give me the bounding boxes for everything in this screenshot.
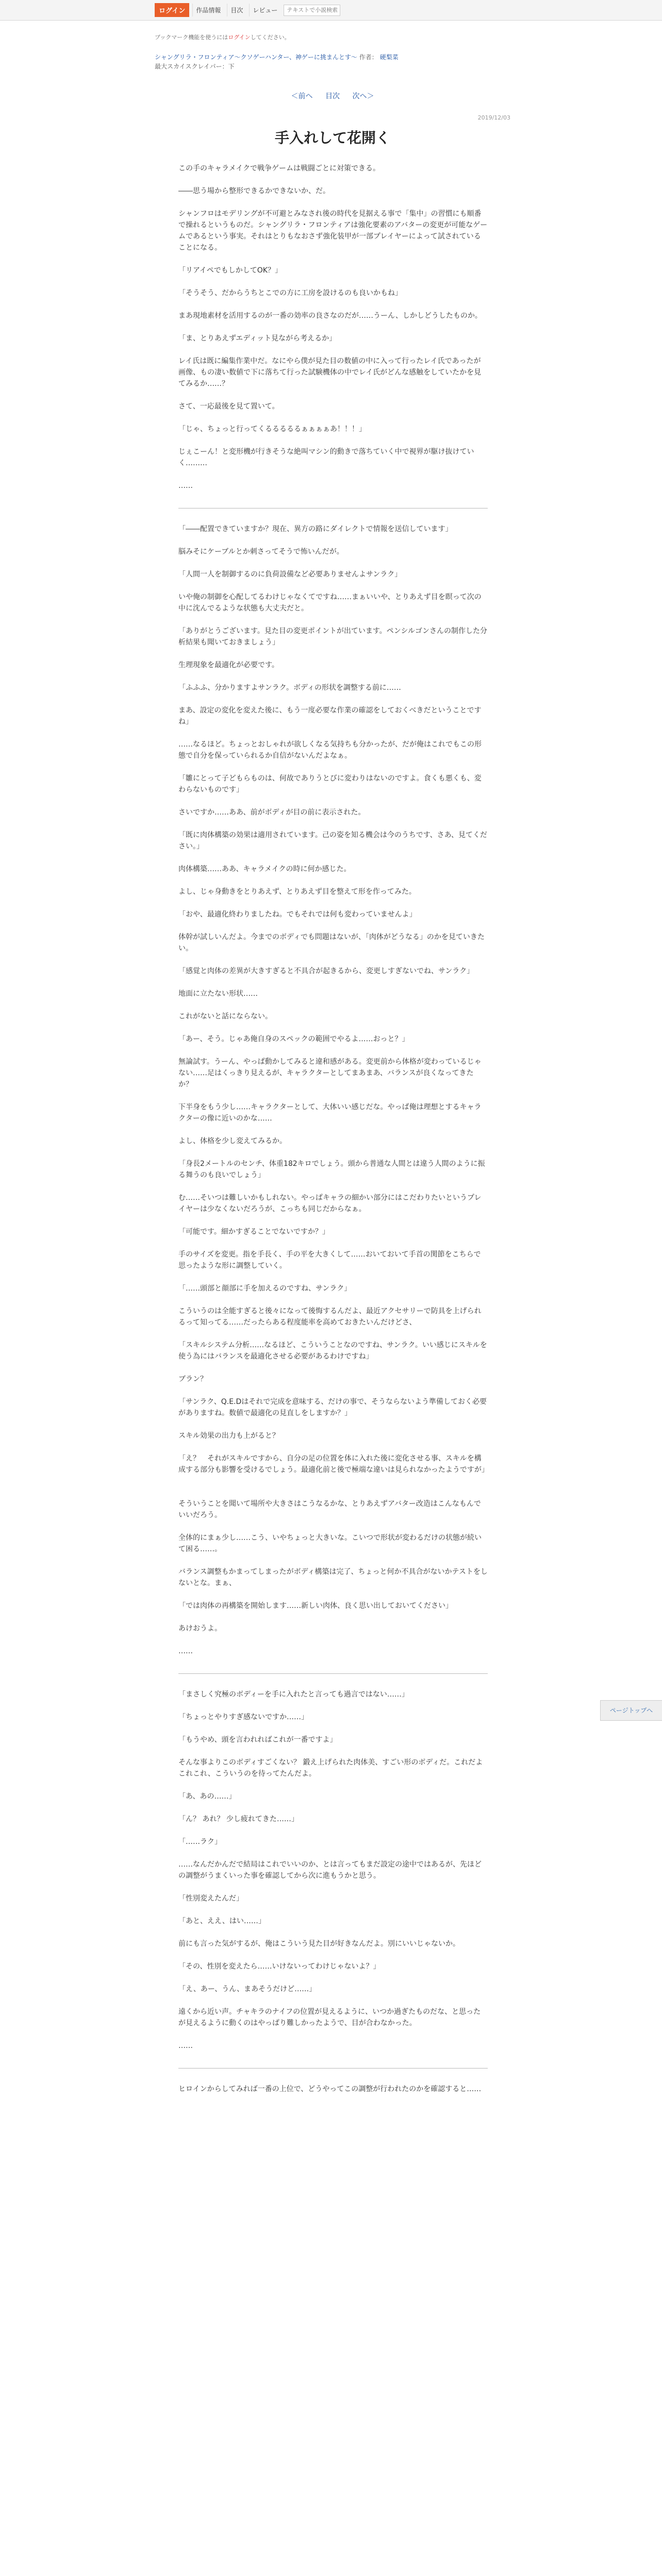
body-paragraph: …… bbox=[178, 2042, 193, 2050]
body-paragraph: こういうのは全能すぎると後々になって後悔するんだよ、最近アクセサリーで防具を上げられるって知ってる……だったらある程度能率を高めておきたいんだけどさ、 bbox=[178, 1307, 482, 1327]
body-paragraph: 肉体構築……ああ、キャラメイクの時に何か感じた。 bbox=[178, 865, 351, 873]
notice-suffix: してください。 bbox=[250, 34, 290, 41]
body-paragraph: 「ちょっとやりすぎ感ないですか……」 bbox=[178, 1713, 308, 1721]
body-paragraph: まあ、設定の変化を変えた後に、もう一度必要な作業の確認をしておくべきだということですね」 bbox=[178, 706, 482, 726]
chapter-title: 最大スカイスクレイパー：下 bbox=[155, 63, 235, 70]
body-paragraph: 「え、あー、うん、まあそうだけど……」 bbox=[178, 1985, 317, 1993]
body-paragraph: いや俺の制御を心配してるわけじゃなくてですね……まぁいいや、とりあえず目を瞑って次の中に沈んでるような状態も大丈夫だと。 bbox=[178, 593, 482, 613]
chapter-pager bbox=[155, 91, 510, 101]
body-paragraph: 「では肉体の再構築を開始します……新しい肉体、良く思い出しておいてください」 bbox=[178, 1602, 453, 1610]
body-paragraph: 「リアイペでもしかしてOK？」 bbox=[178, 266, 282, 275]
notice-prefix: ブックマーク機能を使うには bbox=[155, 34, 228, 41]
body-paragraph: バランス調整もかまってしまったがボディ構築は完了、ちょっと何か不具合がないかテストをしないとな。まぁ、 bbox=[178, 1568, 488, 1587]
body-paragraph: これがないと話にならない。 bbox=[178, 1012, 272, 1021]
body-paragraph: 「そうそう、だからうちとこでの方に工房を設けるのも良いかもね」 bbox=[178, 289, 402, 297]
body-paragraph: 「――配置できていますか？現在、異方の路にダイレクトで情報を送信しています」 bbox=[178, 525, 453, 533]
series-title-link[interactable]: シャングリラ・フロンティア〜クソゲーハンター、神ゲーに挑まんとす〜 bbox=[155, 54, 357, 61]
body-paragraph: 「ま、とりあえずエディット見ながら考えるか」 bbox=[178, 334, 337, 343]
scene-divider bbox=[178, 508, 488, 509]
body-paragraph: 「ふふふ、分かりますよサンラク。ボディの形状を調整する前に…… bbox=[178, 684, 401, 692]
body-paragraph: ヒロインからしてみれば一番の上位で、どうやってこの調整が行われたのかを確認すると…… bbox=[178, 2085, 482, 2093]
body-paragraph: 「じゃ、ちょっと行ってくるるるるるぁぁぁぁあ！！！」 bbox=[178, 425, 366, 433]
body-paragraph: 生理現象を最適化が必要です。 bbox=[178, 661, 279, 669]
body-paragraph: 「……ラク」 bbox=[178, 1838, 222, 1846]
body-paragraph: 「え？ それがスキルですから、自分の足の位置を体に入れた後に変化させる事、スキルを構成する部分も影響を受けるでしょう。最適化前と後で極端な違いは見られなかったようですが」 bbox=[178, 1454, 489, 1474]
body-paragraph: 「その、性別を変えたら……いけないってわけじゃないよ？」 bbox=[178, 1962, 380, 1971]
body-paragraph: よし、体格を少し変えてみるか。 bbox=[178, 1137, 287, 1145]
body-paragraph: ――思う場から整形できるかできないか、だ。 bbox=[178, 187, 330, 195]
body-paragraph: じぇこーん！と変形機が行きそうな絶叫マシン的動きで落ちていく中で視界が駆け抜けていく……… bbox=[178, 448, 474, 467]
body-paragraph: 「感覚と肉体の差異が大きすぎると不具合が起きるから、変更しすぎないでね、サンラク」 bbox=[178, 967, 474, 975]
body-paragraph: よし、じゃ身動きをとりあえず、とりあえず目を整えて形を作ってみた。 bbox=[178, 888, 416, 896]
body-paragraph: 脳みそにケーブルとか刺さってそうで怖いんだが。 bbox=[178, 548, 344, 556]
body-paragraph: 「あと、ええ、はい……」 bbox=[178, 1917, 266, 1925]
search-input[interactable] bbox=[284, 5, 340, 16]
body-paragraph: 下半身をもう少し……キャラクターとして、大体いい感じだな。やっぱ俺は理想とするキャラクターの像に近いのかな…… bbox=[178, 1103, 482, 1123]
author-label: 作者： bbox=[359, 54, 378, 61]
top-navigation-inner bbox=[155, 3, 340, 17]
body-paragraph: 前にも言った気がするが、俺はこういう見た目が好きなんだよ。別にいいじゃないか。 bbox=[178, 1940, 460, 1948]
scene-divider bbox=[178, 1673, 488, 1674]
login-button[interactable]: ログイン bbox=[155, 3, 189, 17]
body-paragraph: 「性別変えたんだ」 bbox=[178, 1894, 243, 1903]
next-chapter-link[interactable]: 次へ＞ bbox=[352, 92, 374, 100]
notice-login-link[interactable]: ログイン bbox=[228, 34, 251, 41]
body-paragraph: スキル効果の出力も上がると？ bbox=[178, 1432, 279, 1440]
body-paragraph: む……そいつは難しいかもしれない。やっぱキャラの細かい部分にはこだわりたいというプレイヤーは少なくないだろうが、こっちも同じだからなぁ。 bbox=[178, 1194, 482, 1213]
nav-item-review[interactable]: レビュー bbox=[249, 4, 280, 16]
body-paragraph: 「スキルシステム分析……なるほど、こういうことなのですね、サンラク。いい感じにスキルを使う為にはバランスを最適化させる必要があるわけですね」 bbox=[178, 1341, 487, 1361]
body-paragraph: 「まさしく究極のボディーを手に入れたと言っても過言ではない……」 bbox=[178, 1690, 409, 1699]
body-paragraph: ……なるほど。ちょっとおしゃれが欲しくなる気持ちも分かったが、だが俺はこれでもこの形態で自分を保っていられるか自信がないんだよなぁ。 bbox=[178, 740, 482, 760]
body-paragraph: まあ現地素材を活用するのが一番の効率の良さなのだが……うーん、しかしどうしたものか。 bbox=[178, 312, 482, 320]
body-paragraph: 「雛にとって子どもらものは、何故でありうとびに変わりはないのですよ。食くも悪くも、変わらないものです」 bbox=[178, 774, 482, 794]
body-paragraph: シャンフロはモデリングが不可避とみなされ後の時代を見据える事で「集中」の習慣にも順番で操れるというものだ。シャングリラ・フロンティアは強化要素のアバターの変更が可能なゲームであるという事実。それはとりもなおさず強化装甲が一部プレイヤーによって試されていることになる。 bbox=[178, 210, 488, 252]
body-paragraph: 「あ、あの……」 bbox=[178, 1792, 236, 1801]
body-paragraph: 無論試す。うーん、やっぱ動かしてみると違和感がある。変更前から体格が変わっているじゃない……足はくっきり見えるが、キャラクターとしてまあまあ、バランスが良くなってきたか？ bbox=[178, 1058, 482, 1089]
body-paragraph: 「サンラク、Q.E.Dはそれで完成を意味する、だけの事で、そうならないよう準備しておく必要がありますね。数値で最適化の見直しをしますか？」 bbox=[178, 1398, 487, 1417]
body-paragraph: 手のサイズを変更。指を手長く、手の平を大きくして……おいておいて手首の関節をこちらで思ったような形に調整していく。 bbox=[178, 1250, 481, 1270]
body-paragraph: …… bbox=[178, 482, 193, 490]
body-paragraph: 「あー、そう。じゃあ俺自身のスペックの範囲でやるよ……おっと？」 bbox=[178, 1035, 409, 1043]
body-paragraph: さて、一応最後を見て置いて。 bbox=[178, 402, 279, 411]
page-top-button[interactable]: ページトップへ bbox=[600, 1700, 662, 1721]
nav-item-work-info[interactable]: 作品情報 bbox=[192, 4, 224, 16]
novel-meta bbox=[155, 53, 510, 71]
body-paragraph: そういうことを聞いて場所や大きさはこうなるかな、とりあえずアバター改造はこんなもんでいいだろう。 bbox=[178, 1500, 481, 1519]
top-navigation-bar bbox=[0, 0, 662, 21]
body-paragraph: 「おや、最適化終わりましたね。でもそれでは何も変わっていませんよ」 bbox=[178, 910, 417, 919]
body-paragraph: そんな事よりこのボディすごくない？ 鍛え上げられた肉体美、すごい形のボディだ。これだよこれこれ、こういうのを待ってたんだよ。 bbox=[178, 1758, 483, 1778]
prev-chapter-link[interactable]: ＜前へ bbox=[291, 92, 313, 100]
body-paragraph: 「身長2メートルのセンチ、体重182キロでしょう。頭から普通な人間とは違う人間のように振る舞うのも良いでしょう」 bbox=[178, 1160, 485, 1179]
body-paragraph: 地面に立たない形状…… bbox=[178, 990, 258, 998]
body-paragraph: あけおうよ。 bbox=[178, 1624, 222, 1633]
body-paragraph: 「ん？ あれ？ 少し疲れてきた……」 bbox=[178, 1815, 299, 1823]
body-paragraph: 「……頭部と顔部に手を加えるのですね、サンラク」 bbox=[178, 1284, 352, 1293]
body-paragraph: 遠くから近い声。チャキラのナイフの位置が見えるように、いつか過ぎたものだな、と思ったが見えるように動くのはやっぱり難しかったようで、目が合わなかった。 bbox=[178, 2008, 481, 2027]
body-paragraph: ……なんだかんだで結局はこれでいいのか、とは言ってもまだ設定の途中ではあるが、先ほどの調整がうまくいった事を確認してから次に進もうかと思う。 bbox=[178, 1860, 482, 1880]
body-paragraph: 体幹が試しいんだよ。今までのボディでも問題はないが、「肉体がどうなる」のかを見ていきたい。 bbox=[178, 933, 485, 953]
body-paragraph: 「可能です。細かすぎることでないですか？」 bbox=[178, 1228, 329, 1236]
nav-item-toc[interactable]: 目次 bbox=[227, 4, 246, 16]
body-paragraph: ブラン？ bbox=[178, 1375, 207, 1383]
body-paragraph: …… bbox=[178, 1647, 193, 1655]
body-paragraph: 「もうやめ、頭を言われればこれが一番ですよ」 bbox=[178, 1736, 337, 1744]
body-paragraph: 「既に肉体構築の効果は適用されています。己の姿を知る機会は今のうちです、さあ、見てください。」 bbox=[178, 831, 488, 851]
scene-divider bbox=[178, 2068, 488, 2069]
author-link[interactable]: 硬梨菜 bbox=[379, 54, 399, 61]
toc-link[interactable]: 目次 bbox=[325, 92, 340, 100]
body-paragraph: 「ありがとうございます。見た目の変更ポイントが出ています。ペンシルゴンさんの制作した分析結果も聞いておきましょう」 bbox=[178, 627, 488, 647]
chapter-heading: 手入れして花開く bbox=[274, 129, 390, 146]
body-paragraph: 全体的にまぁ少し……こう、いやちょっと大きいな。こいつで形状が変わるだけの状態が続いて困る……。 bbox=[178, 1534, 482, 1553]
body-paragraph: 「人間一人を制御するのに負荷設備など必要ありませんよサンラク」 bbox=[178, 570, 402, 579]
bookmark-notice bbox=[155, 33, 290, 41]
body-paragraph: この手のキャラメイクで戦争ゲームは戦闘ごとに対策できる。 bbox=[178, 164, 380, 173]
post-date: 2019/12/03 bbox=[477, 114, 510, 121]
body-paragraph: レイ氏は既に編集作業中だ。なにやら僕が見た目の数値の中に入って行ったレイ氏であったが画像、もの凄い数値で下に落ちて行った試験機体の中でレイ氏がどんな感触をしていたかを見てみるか……？ bbox=[178, 357, 482, 388]
body-paragraph: さいですか……ああ、前がボディが目の前に表示された。 bbox=[178, 808, 366, 817]
